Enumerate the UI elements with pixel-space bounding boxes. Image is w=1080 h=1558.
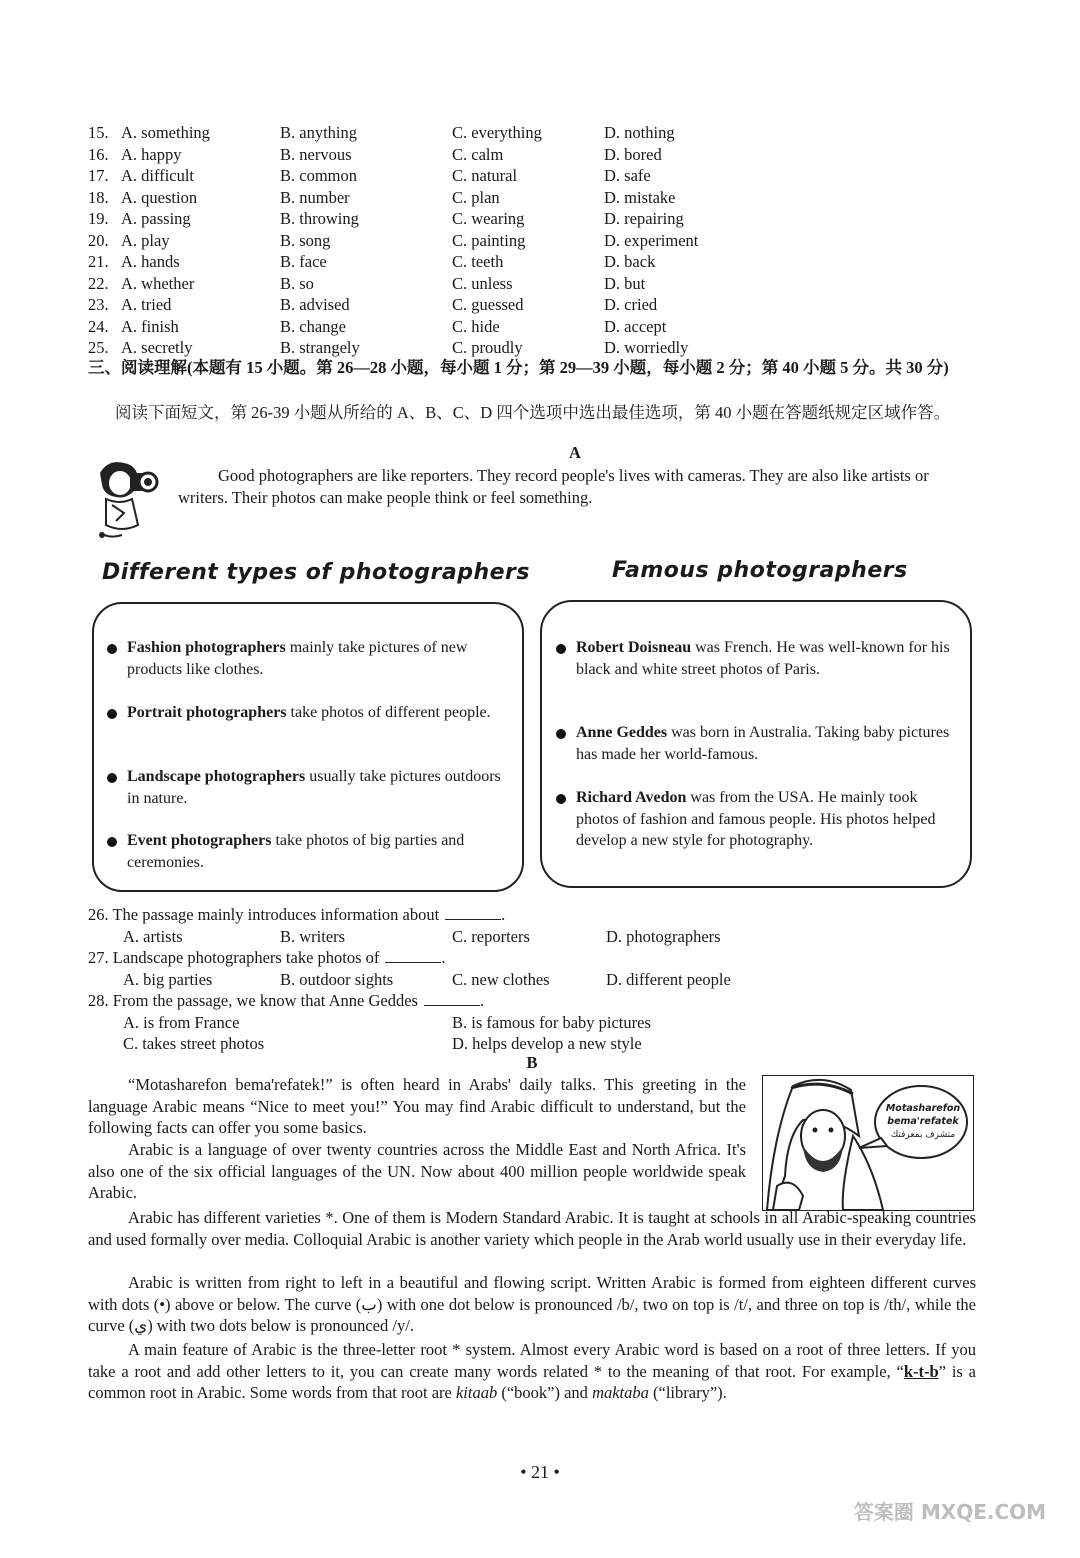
bullet-icon — [107, 773, 117, 783]
cloze-option-a: A. difficult — [121, 166, 195, 185]
cloze-option-c: C. natural — [452, 166, 518, 185]
arab-man-illustration — [762, 1075, 974, 1211]
bullet-icon — [107, 837, 117, 847]
cloze-option-num: 20. — [88, 230, 109, 250]
famous-photographer-name: Richard Avedon — [576, 789, 687, 806]
bullet-icon — [107, 709, 117, 719]
question-end: . — [441, 948, 446, 967]
p5-part-c: (“book”) and — [497, 1383, 593, 1402]
famous-photographer-item — [576, 637, 954, 680]
photographer-type-item — [127, 702, 507, 724]
cloze-option-num: 25. — [88, 338, 109, 357]
cloze-option-d: D. experiment — [604, 230, 699, 250]
cloze-option-a: A. question — [121, 187, 198, 207]
question-stem — [88, 947, 988, 969]
answer-blank — [445, 905, 501, 920]
cloze-option-b: B. anything — [280, 123, 357, 142]
famous-photographer-name: Robert Doisneau — [576, 639, 692, 656]
cloze-option-d: D. safe — [604, 166, 651, 185]
p5-part-b: ” is a common root in Arabic. Some words from that root are — [88, 1361, 976, 1402]
cloze-row — [88, 165, 808, 187]
famous-title: Famous photographers — [612, 558, 908, 583]
cloze-option-num: 21. — [88, 252, 109, 271]
cloze-row — [88, 273, 808, 295]
cloze-option-a: A. something — [121, 123, 210, 142]
cloze-option-c: C. guessed — [452, 295, 524, 314]
types-title: Different types of photographers — [102, 560, 530, 585]
photographer-type-item — [127, 637, 507, 680]
question-text: 28. From the passage, we know that Anne Geddes — [88, 991, 418, 1010]
question-option-d: D. helps develop a new style — [452, 1034, 642, 1053]
cloze-option-a: A. whether — [121, 273, 195, 293]
cloze-option-c: C. wearing — [452, 209, 525, 228]
bullet-icon — [107, 644, 117, 654]
cloze-row — [88, 337, 808, 359]
cloze-option-a: A. happy — [121, 144, 182, 164]
question-option-b: B. is famous for baby pictures — [452, 1012, 651, 1032]
passage-b-p2: Arabic is a language of over twenty countries across the Middle East and North Africa. It's also one of the six official languages of the UN. Now about 400 million people worldwide speak Arabic. — [88, 1140, 746, 1202]
cloze-option-b: B. change — [280, 316, 346, 336]
famous-photographer-desc: was born in Australia. Taking baby pictures has made her world-famous. — [576, 724, 950, 763]
cloze-option-c: C. proudly — [452, 338, 523, 357]
passage-b-p4: Arabic is written from right to left in a beautiful and flowing script. Written Arabic is formed from eighteen different curves with dots (•) above or below. The curve (ب) with one dot below is pronounced /b/, two on top is /t/, and three on top is /th/, while the curve (ي) with two dots below is pronounced /y/. — [88, 1273, 976, 1335]
photographer-type-desc: take photos of different people. — [286, 704, 491, 721]
passage-a-label: A — [569, 443, 581, 462]
cloze-option-num: 19. — [88, 209, 109, 228]
bullet-icon — [556, 729, 566, 739]
page-number: • 21 • — [520, 1462, 560, 1482]
passage-b-label: B — [526, 1053, 538, 1072]
cloze-row — [88, 251, 808, 273]
cloze-option-c: C. calm — [452, 144, 504, 164]
section-heading: 三、阅读理解(本题有 15 小题。第 26—28 小题，每小题 1 分；第 29—39 小题，每小题 2 分；第 40 小题 5 分。共 30 分) — [88, 358, 949, 377]
photographer-type-name: Portrait photographers — [127, 704, 287, 721]
word-maktaba: maktaba — [592, 1383, 649, 1402]
cloze-option-a: A. hands — [121, 252, 180, 271]
cloze-option-b: B. face — [280, 252, 327, 271]
passage-a-intro: Good photographers are like reporters. They record people's lives with cameras. They are also like artists or writers. Their photos can make people think or feel something. — [178, 466, 929, 507]
cloze-option-num: 24. — [88, 316, 109, 336]
question-option-c: C. reporters — [452, 926, 530, 946]
speech-bubble-text: Motasharefon bema'refatek — [885, 1103, 961, 1127]
cloze-row — [88, 144, 808, 166]
cloze-option-b: B. throwing — [280, 209, 359, 228]
bullet-icon — [556, 644, 566, 654]
cloze-option-d: D. but — [604, 273, 646, 293]
famous-photographer-name: Anne Geddes — [576, 724, 668, 741]
question-stem — [88, 990, 988, 1012]
photographer-type-desc: take photos of big parties and ceremonies. — [127, 832, 465, 871]
cloze-option-c: C. teeth — [452, 252, 504, 271]
cloze-option-d: D. worriedly — [604, 338, 689, 357]
cloze-option-c: C. plan — [452, 187, 500, 207]
cloze-option-b: B. nervous — [280, 144, 352, 164]
question-option-c: C. new clothes — [452, 969, 550, 989]
photographer-type-desc: mainly take pictures of new products like clothes. — [127, 639, 468, 678]
cloze-option-a: A. tried — [121, 295, 172, 314]
word-kitaab: kitaab — [455, 1383, 498, 1402]
cloze-row — [88, 208, 808, 230]
answer-blank — [385, 948, 441, 963]
cloze-row — [88, 122, 808, 144]
cloze-option-a: A. finish — [121, 316, 179, 336]
cloze-option-b: B. advised — [280, 295, 350, 314]
famous-photographer-desc: was French. He was well-known for his black and white street photos of Paris. — [576, 639, 950, 678]
p5-part-a: A main feature of Arabic is the three-letter root * system. Almost every Arabic word is based on a root of three letters. If you take a root and add other letters to it, you can create many words related * to the meaning of that root. For example, “ — [88, 1340, 976, 1381]
question-option-c: C. takes street photos — [123, 1034, 265, 1053]
cloze-option-d: D. bored — [604, 144, 662, 164]
question-end: . — [479, 991, 485, 1010]
cloze-option-b: B. song — [280, 230, 331, 250]
passage-b-p5 — [88, 1339, 976, 1404]
question-option-b: B. outdoor sights — [280, 969, 394, 989]
cloze-option-a: A. secretly — [121, 338, 193, 357]
photographer-type-name: Event photographers — [127, 832, 272, 849]
cloze-option-c: C. unless — [452, 273, 513, 293]
question-end: . — [501, 905, 506, 924]
speech-bubble-arabic: متشرف بمعرفتك — [890, 1130, 956, 1140]
question-option-a: A. artists — [123, 926, 183, 946]
famous-photographer-item — [576, 787, 954, 852]
answer-blank — [424, 991, 480, 1006]
cloze-row — [88, 316, 808, 338]
section-instruction: 阅读下面短文，第 26-39 小题从所给的 A、B、C、D 四个选项中选出最佳选项，第 40 小题在答题纸规定区域作答。 — [115, 403, 951, 422]
cloze-option-b: B. so — [280, 273, 314, 293]
watermark-logo: 答案圈 MXQE.COM — [853, 1500, 1047, 1524]
cloze-option-d: D. nothing — [604, 123, 675, 142]
passage-b-p1: “Motasharefon bema'refatek!” is often heard in Arabs' daily talks. This greeting in the language Arabic means “Nice to meet you!” You may find Arabic difficult to understand, but the following facts can offer you some basics. — [88, 1075, 746, 1137]
photographer-type-name: Landscape photographers — [127, 768, 306, 785]
question-option-a: A. is from France — [123, 1012, 240, 1032]
cloze-option-num: 22. — [88, 273, 109, 293]
photographer-type-desc: usually take pictures outdoors in nature. — [127, 768, 501, 807]
photographer-type-item — [127, 766, 507, 809]
famous-photographer-desc: was from the USA. He mainly took photos of fashion and famous people. His photos helped develop a new style for photography. — [576, 789, 936, 849]
cloze-option-d: D. mistake — [604, 187, 676, 207]
question-stem — [88, 904, 988, 926]
cloze-option-c: C. hide — [452, 316, 500, 336]
question-option-d: D. different people — [606, 969, 731, 989]
photographer-type-item — [127, 830, 507, 873]
cloze-row — [88, 294, 808, 316]
cloze-option-a: A. passing — [121, 209, 191, 228]
photographer-type-name: Fashion photographers — [127, 639, 286, 656]
question-option-d: D. photographers — [606, 926, 721, 946]
cloze-option-num: 15. — [88, 123, 109, 142]
question-text: 26. The passage mainly introduces information about — [88, 905, 440, 924]
cloze-option-num: 23. — [88, 295, 109, 314]
cloze-option-c: C. everything — [452, 123, 542, 142]
cloze-option-d: D. back — [604, 252, 656, 271]
photographer-illustration — [86, 455, 166, 541]
p5-part-d: (“library”). — [648, 1383, 727, 1402]
cloze-option-c: C. painting — [452, 230, 526, 250]
cloze-option-d: D. accept — [604, 316, 667, 336]
cloze-option-num: 18. — [88, 187, 109, 207]
cloze-option-num: 16. — [88, 144, 109, 164]
question-text: 27. Landscape photographers take photos of — [88, 948, 380, 967]
bullet-icon — [556, 794, 566, 804]
cloze-row — [88, 230, 808, 252]
famous-photographer-item — [576, 722, 954, 765]
cloze-option-num: 17. — [88, 166, 109, 185]
cloze-option-d: D. repairing — [604, 209, 684, 228]
passage-b-p3: Arabic has different varieties *. One of them is Modern Standard Arabic. It is taught at schools in all Arabic-speaking countries and used formally over media. Colloquial Arabic is another variety which people in the Arab world usually use in their everyday life. — [88, 1208, 976, 1249]
cloze-option-d: D. cried — [604, 295, 658, 314]
root-example: k-t-b — [903, 1361, 939, 1381]
question-option-a: A. big parties — [123, 969, 213, 989]
cloze-option-b: B. strangely — [280, 338, 360, 357]
cloze-row — [88, 187, 808, 209]
cloze-option-b: B. number — [280, 187, 350, 207]
question-option-b: B. writers — [280, 926, 346, 946]
cloze-option-a: A. play — [121, 230, 170, 250]
cloze-option-b: B. common — [280, 166, 357, 185]
